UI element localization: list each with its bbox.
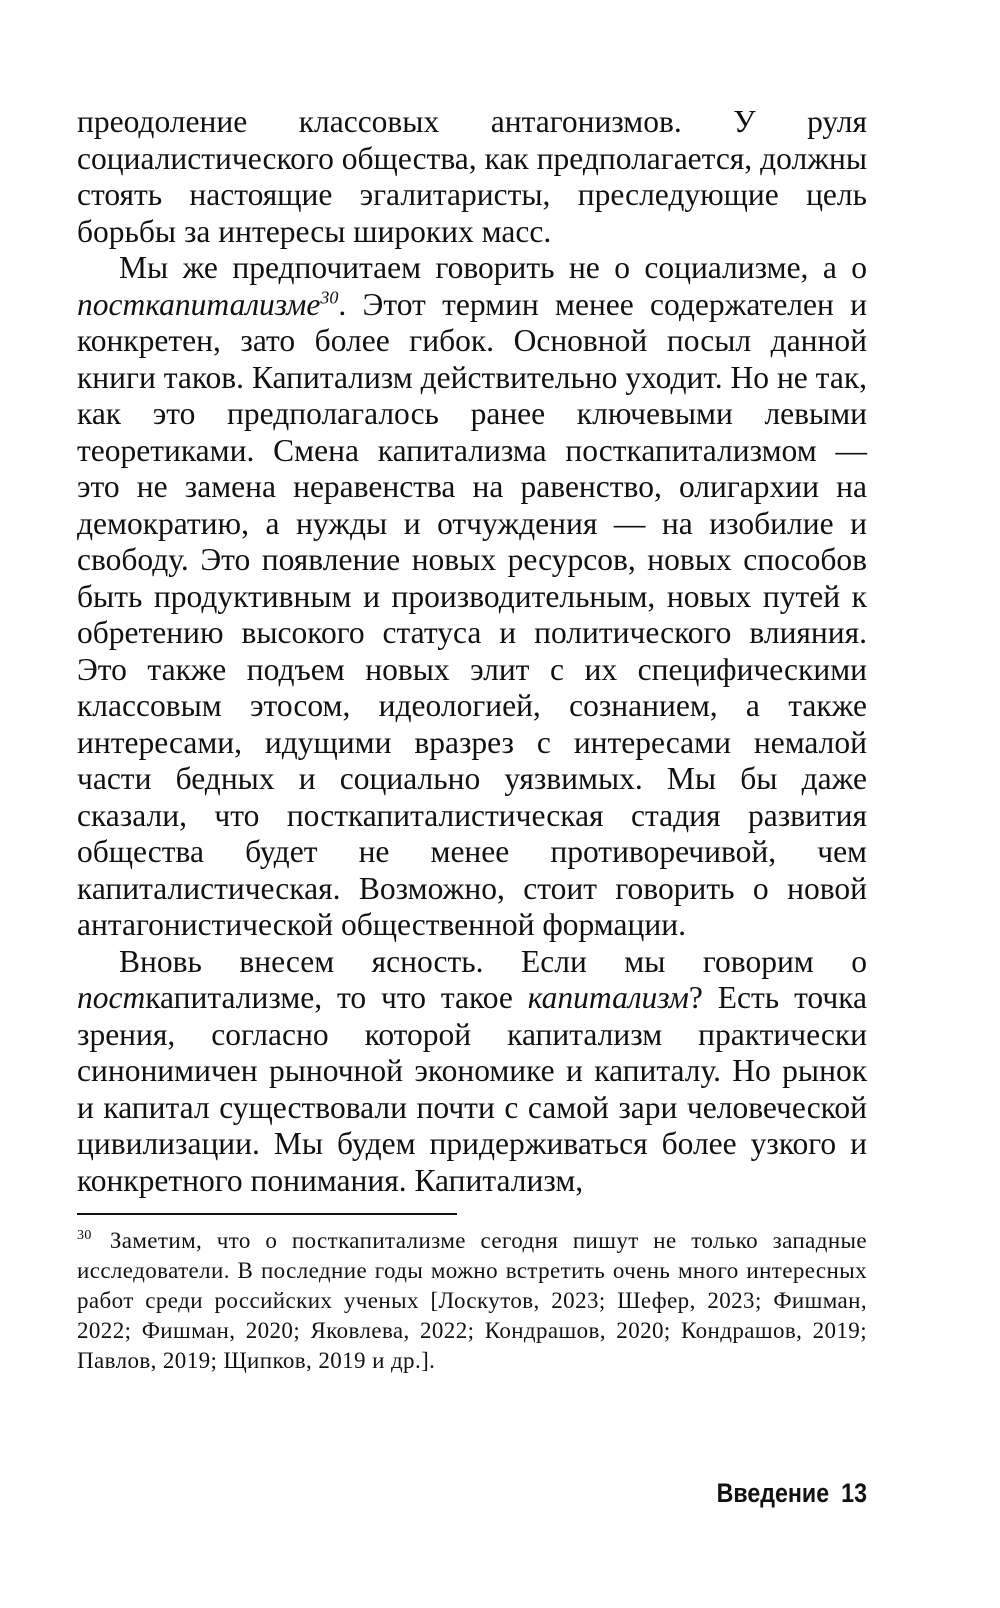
paragraph-3-rest: ? Есть точка зрения, согласно которой капитализм практически синонимичен рыночной экономике и капиталу. Но рынок и капитал существовали почти с самой зари человеческой цивилизации. Мы будем придерживаться более узкого и конкретного понимания. Капитализм, <box>77 980 868 1198</box>
section-title: Введение <box>716 1478 830 1508</box>
paragraph-3-middle: капитализме, то что такое <box>145 980 528 1015</box>
paragraph-2-rest: . Этот термин менее содержателен и конкретен, зато более гибок. Основной посыл данной книги таков. Капитализм действительно уходит. Но не так, как это предполагалось ранее ключевыми левыми теоретиками. Смена капитализма посткапитализмом — это не замена неравенства на равенство, олигархии на демократию, а нужды и отчуждения — на изобилие и свободу. Это появление новых ресурсов, новых способов быть продуктивным и производительным, новых путей к обретению высокого статуса и политического влияния. Это также подъем новых элит с их специфическими классовым этосом, идеологией, сознанием, а также интересами, идущими вразрез с интересами немалой части бедных и социально уязвимых. Мы бы даже сказали, что посткапиталистическая стадия развития общества будет не менее противоречивой, чем капиталистическая. Возможно, стоит говорить о новой антагонистической общественной формации. <box>77 286 867 942</box>
term-post-prefix: пост <box>77 980 146 1015</box>
footnote-number: 30 <box>77 1228 92 1244</box>
paragraph-2-start: Мы же предпочитаем говорить не о социализме, а о <box>119 250 867 285</box>
term-capitalism: капитализм <box>527 980 689 1015</box>
page-number: 13 <box>841 1478 867 1508</box>
footnote-reference[interactable]: 30 <box>320 287 339 307</box>
footnote-text: Заметим, что о посткапитализме сегодня пишут не только западные исследователи. В последние годы можно встретить очень много интересных работ среди российских ученых [Лоскутов, 2023; Шефер, 2023; Фишман, 2022; Фишман, 2020; Яковлева, 2022; Кондрашов, 2020; Кондрашов, 2019; Павлов, 2019; Щипков, 2019 и др.]. <box>77 1228 867 1373</box>
paragraph-1 <box>77 104 867 250</box>
paragraph-1-text: преодоление классовых антагонизмов. У руля социалистического общества, как предполагается, должны стоять настоящие эгалитаристы, преследующие цель борьбы за интересы широких масс. <box>77 104 867 249</box>
main-text <box>77 104 867 1199</box>
paragraph-3-start: Вновь внесем ясность. Если мы говорим о <box>119 943 867 979</box>
term-postcapitalism: посткапитализме <box>77 286 321 322</box>
paragraph-2 <box>77 250 867 944</box>
footnote-paragraph <box>77 1226 867 1376</box>
footnote <box>77 1226 867 1376</box>
running-footer <box>637 1476 867 1510</box>
paragraph-3 <box>77 944 867 1200</box>
footnote-divider <box>77 1213 457 1215</box>
